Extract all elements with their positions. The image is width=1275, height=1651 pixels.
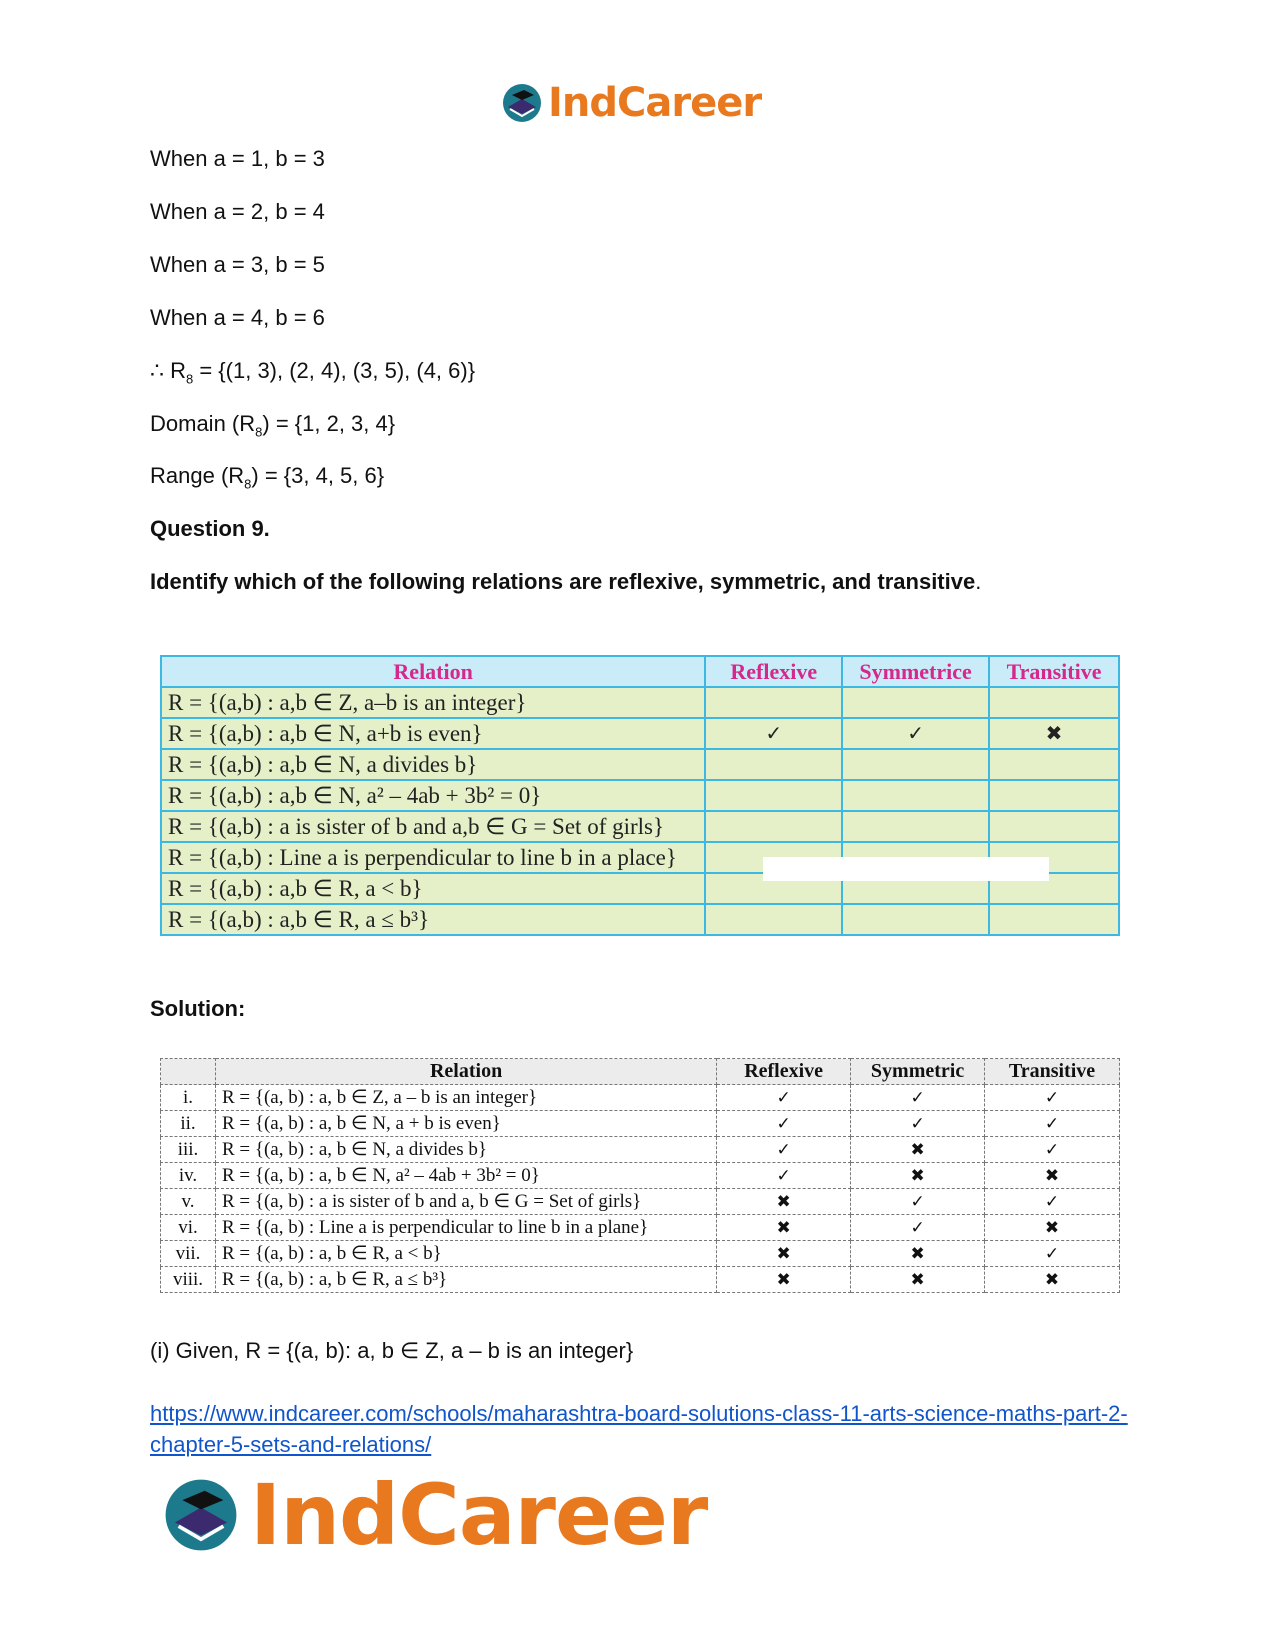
table-row <box>161 749 1119 780</box>
transitive-cell: ✖ <box>985 1163 1120 1189</box>
symmetric-cell: ✓ <box>851 1215 985 1241</box>
relation-cell: R = {(a, b) : a, b ∈ N, a divides b} <box>215 1137 716 1163</box>
step-line: When a = 4, b = 6 <box>150 305 325 330</box>
table-row <box>161 1241 1120 1267</box>
table-row <box>161 1215 1120 1241</box>
table-row <box>161 718 1119 749</box>
relation-cell: R = {(a, b) : a, b ∈ Z, a – b is an integer} <box>215 1085 716 1111</box>
relation-cell: R = {(a,b) : a,b ∈ Z, a–b is an integer} <box>161 687 705 718</box>
relation-cell: R = {(a, b) : a, b ∈ N, a + b is even} <box>215 1111 716 1137</box>
relation-cell: R = {(a,b) : a,b ∈ N, a² – 4ab + 3b² = 0} <box>161 780 705 811</box>
part-i-text: (i) Given, R = {(a, b): a, b ∈ Z, a – b is an integer} <box>150 1338 634 1363</box>
reflexive-cell <box>705 687 842 718</box>
table-row <box>161 1163 1120 1189</box>
row-number: viii. <box>161 1267 216 1293</box>
symmetric-cell <box>842 904 989 935</box>
solution-title: Solution: <box>150 996 246 1021</box>
graduation-book-icon <box>160 1474 242 1556</box>
source-link[interactable]: https://www.indcareer.com/schools/maharashtra-board-solutions-class-11-arts-science-maths-part-2-chapter-5-sets-and-relations/ <box>150 1401 1128 1457</box>
table-row <box>161 1267 1120 1293</box>
table-row <box>161 1111 1120 1137</box>
relation-cell: R = {(a,b) : a is sister of b and a,b ∈ G = Set of girls} <box>161 811 705 842</box>
symmetric-cell: ✓ <box>842 718 989 749</box>
brand-name: IndCareer <box>548 80 762 126</box>
graduation-book-icon <box>500 81 544 125</box>
transitive-cell: ✓ <box>985 1137 1120 1163</box>
brand-name: IndCareer <box>250 1466 708 1564</box>
step-line: When a = 2, b = 4 <box>150 199 325 224</box>
header-transitive: Transitive <box>985 1059 1120 1085</box>
transitive-cell: ✖ <box>989 718 1119 749</box>
symmetric-cell <box>842 749 989 780</box>
header-reflexive: Reflexive <box>705 656 842 687</box>
row-number: iii. <box>161 1137 216 1163</box>
symmetric-cell: ✖ <box>851 1241 985 1267</box>
reflexive-cell: ✓ <box>717 1137 851 1163</box>
row-number: vi. <box>161 1215 216 1241</box>
step-line: When a = 1, b = 3 <box>150 146 325 171</box>
relation-cell: R = {(a,b) : a,b ∈ N, a+b is even} <box>161 718 705 749</box>
table-row <box>161 780 1119 811</box>
indcareer-logo-top <box>500 78 761 128</box>
relation-cell: R = {(a, b) : a, b ∈ R, a ≤ b³} <box>215 1267 716 1293</box>
symmetric-cell: ✓ <box>851 1189 985 1215</box>
header-reflexive: Reflexive <box>717 1059 851 1085</box>
symmetric-cell: ✖ <box>851 1163 985 1189</box>
transitive-cell: ✓ <box>985 1241 1120 1267</box>
reflexive-cell: ✖ <box>717 1215 851 1241</box>
therefore-line: ∴ $R_8 = \{(1$, 3), (2, 4), (3, 5), (4, 6)} <box>150 358 476 387</box>
reflexive-cell <box>705 780 842 811</box>
header-symmetric: Symmetric <box>851 1059 985 1085</box>
reflexive-cell <box>705 811 842 842</box>
reflexive-cell: ✓ <box>717 1163 851 1189</box>
header-symmetric: Symmetrice <box>842 656 989 687</box>
solution-table <box>160 1058 1120 1293</box>
reflexive-cell: ✖ <box>717 1189 851 1215</box>
step-line: When a = 3, b = 5 <box>150 252 325 277</box>
row-number: iv. <box>161 1163 216 1189</box>
row-number: i. <box>161 1085 216 1111</box>
reflexive-cell: ✓ <box>717 1111 851 1137</box>
header-transitive: Transitive <box>989 656 1119 687</box>
header-relation: Relation <box>215 1059 716 1085</box>
symmetric-cell <box>842 780 989 811</box>
transitive-cell: ✓ <box>985 1111 1120 1137</box>
symmetric-cell <box>842 811 989 842</box>
reflexive-cell: ✖ <box>717 1267 851 1293</box>
relation-cell: R = {(a,b) : a,b ∈ R, a ≤ b³} <box>161 904 705 935</box>
row-number: v. <box>161 1189 216 1215</box>
relation-cell: R = {(a,b) : a,b ∈ R, a < b} <box>161 873 705 904</box>
question-table <box>160 655 1120 936</box>
row-number: vii. <box>161 1241 216 1267</box>
transitive-cell: ✖ <box>985 1267 1120 1293</box>
row-number: ii. <box>161 1111 216 1137</box>
reflexive-cell <box>705 749 842 780</box>
table-row <box>161 1189 1120 1215</box>
transitive-cell <box>989 811 1119 842</box>
range-line: Range $(R_8) = \{3$, 4, 5, 6} <box>150 463 385 492</box>
indcareer-logo-bottom <box>160 1466 708 1564</box>
symmetric-cell: ✓ <box>851 1085 985 1111</box>
reflexive-cell <box>705 904 842 935</box>
symmetric-cell: ✖ <box>851 1267 985 1293</box>
transitive-cell <box>989 780 1119 811</box>
relation-cell: R = {(a, b) : a is sister of b and a, b ∈ G = Set of girls} <box>215 1189 716 1215</box>
blank-patch <box>763 857 1049 881</box>
transitive-cell <box>989 749 1119 780</box>
question-title: Question 9. <box>150 516 270 541</box>
transitive-cell: ✖ <box>985 1215 1120 1241</box>
transitive-cell <box>989 904 1119 935</box>
transitive-cell: ✓ <box>985 1189 1120 1215</box>
relation-cell: R = {(a,b) : Line a is perpendicular to line b in a place} <box>161 842 705 873</box>
table-row <box>161 1137 1120 1163</box>
table-row <box>161 904 1119 935</box>
table-row <box>161 811 1119 842</box>
relation-cell: R = {(a,b) : a,b ∈ N, a divides b} <box>161 749 705 780</box>
table-row <box>161 1085 1120 1111</box>
relation-cell: R = {(a, b) : Line a is perpendicular to line b in a plane} <box>215 1215 716 1241</box>
reflexive-cell: ✖ <box>717 1241 851 1267</box>
reflexive-cell: ✓ <box>705 718 842 749</box>
transitive-cell: ✓ <box>985 1085 1120 1111</box>
header-relation: Relation <box>161 656 705 687</box>
question-text: Identify which of the following relations are reflexive, symmetric, and transitive. <box>150 569 982 594</box>
domain-line: Domain $(R_8) = \{1$, 2, 3, 4} <box>150 411 396 440</box>
reflexive-cell: ✓ <box>717 1085 851 1111</box>
transitive-cell <box>989 687 1119 718</box>
symmetric-cell <box>842 687 989 718</box>
table-row <box>161 687 1119 718</box>
symmetric-cell: ✖ <box>851 1137 985 1163</box>
symmetric-cell: ✓ <box>851 1111 985 1137</box>
relation-cell: R = {(a, b) : a, b ∈ N, a² – 4ab + 3b² = 0} <box>215 1163 716 1189</box>
header-number <box>161 1059 216 1085</box>
relation-cell: R = {(a, b) : a, b ∈ R, a < b} <box>215 1241 716 1267</box>
